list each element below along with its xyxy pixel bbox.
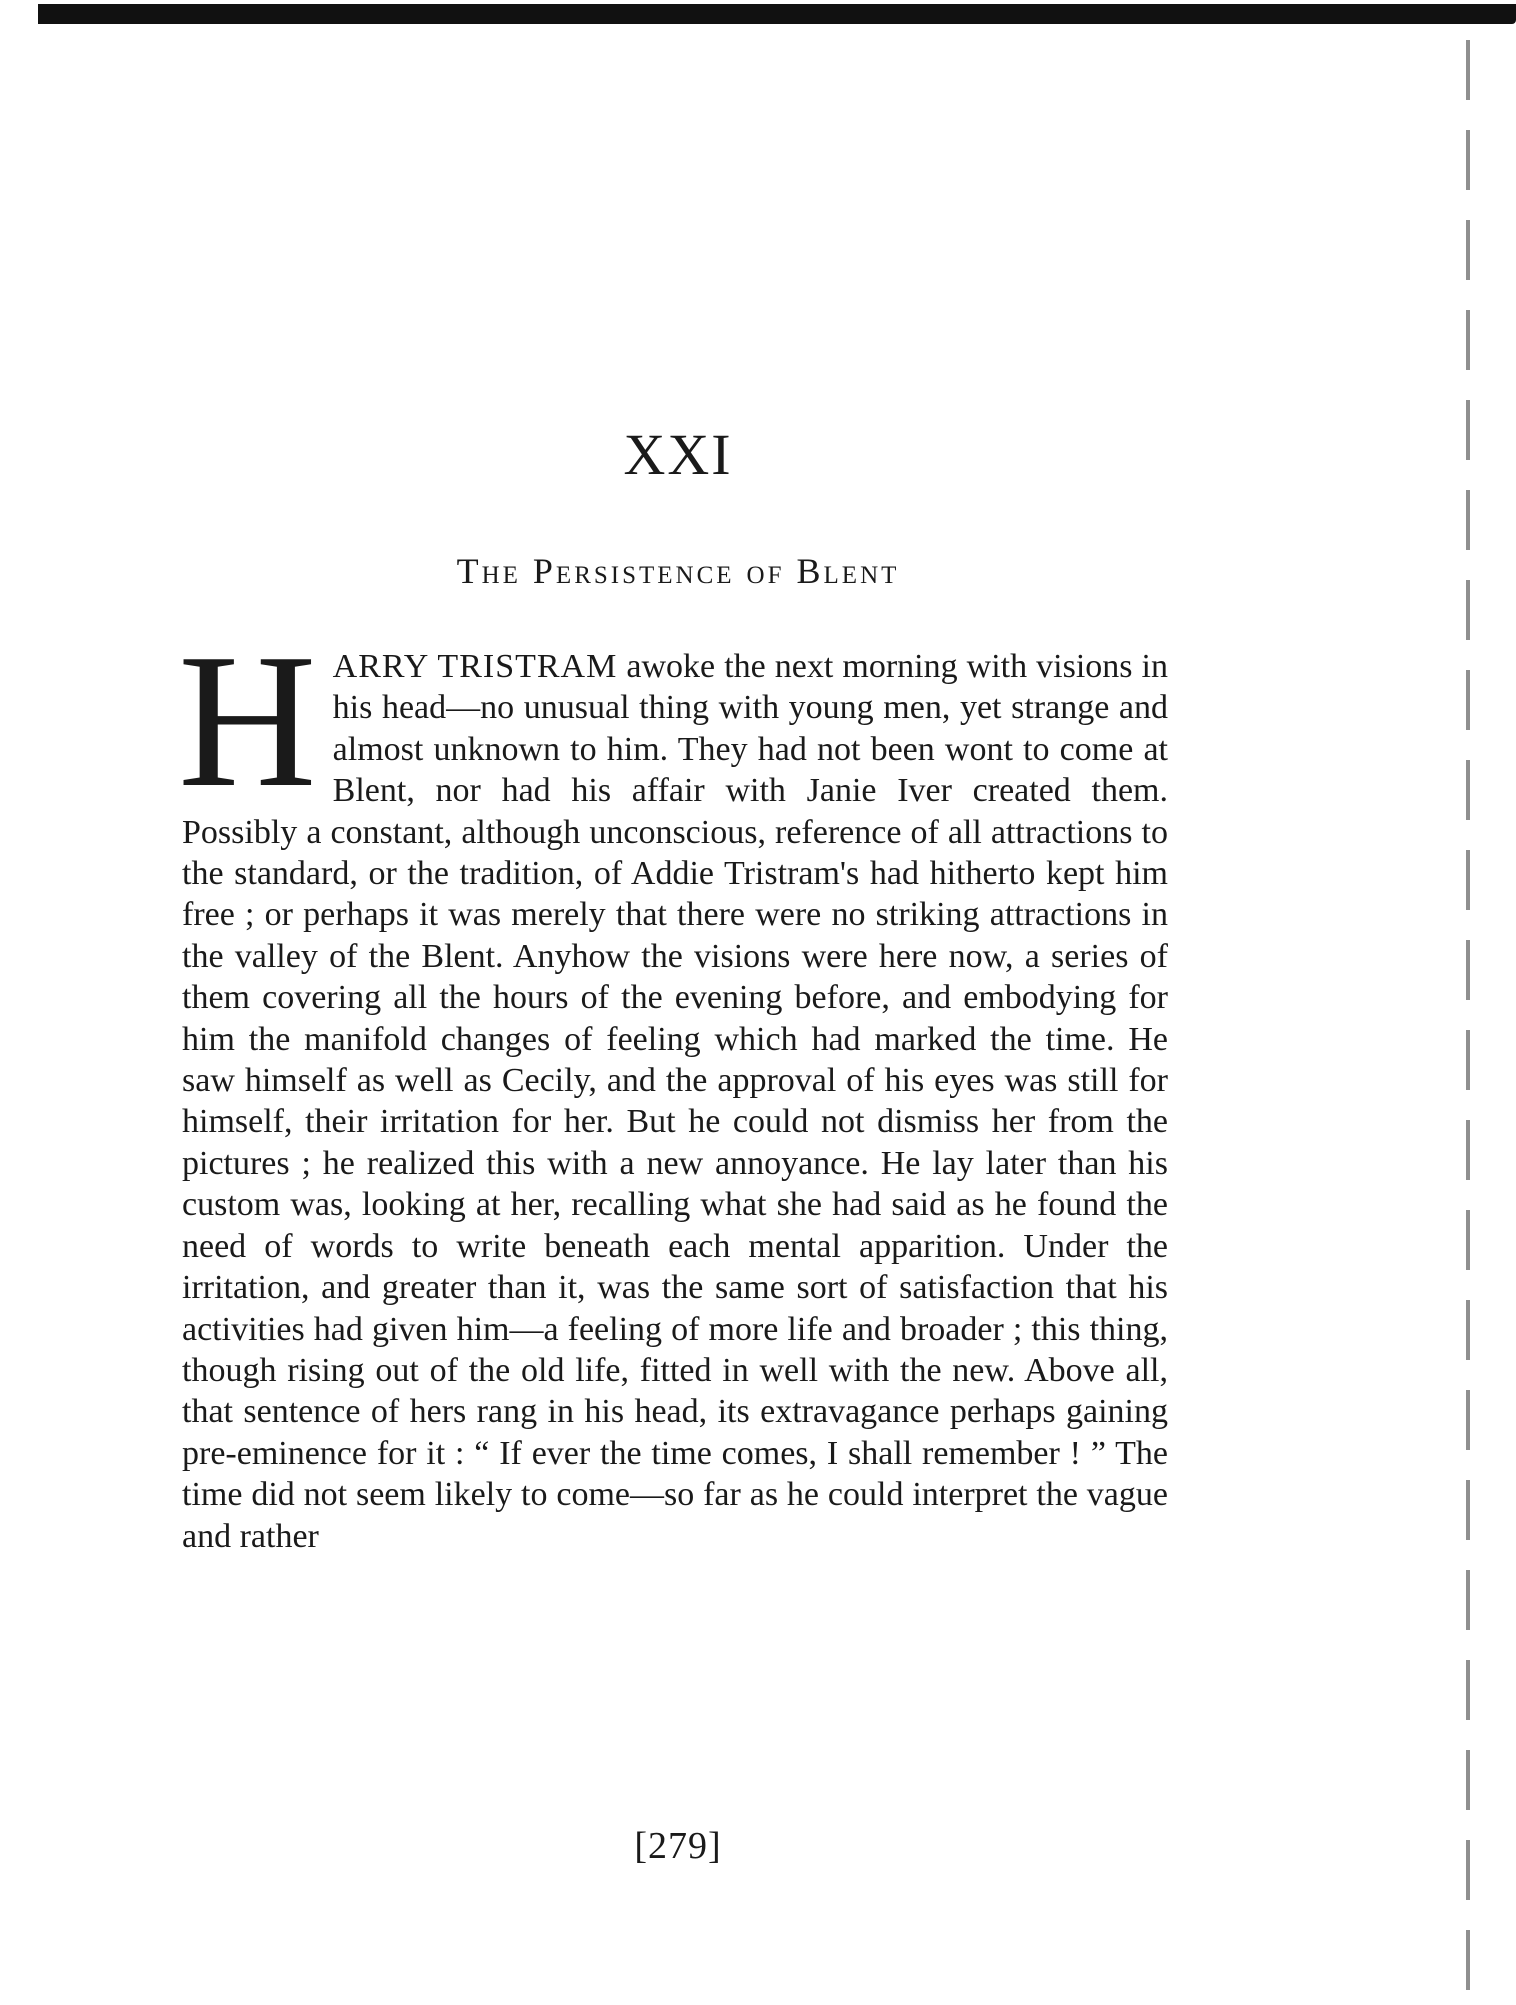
lead-caps: ARRY TRISTRAM <box>332 648 618 685</box>
paragraph-text: awoke the next morning with visions in his head—no unusual thing with young men, yet strange and almost unknown to him. They had not been wont to come at Blent, nor had his affair with Janie Iver created them. Possibly a constant, although unconscious, reference of all attractions to the standard, or the tradition, of Addie Tristram's had hitherto kept him free ; or perhaps it was merely that there were no striking attractions in the valley of the Blent. Anyhow the visions were here now, a series of them covering all the hours of the evening before, and embodying for him the manifold changes of feeling which had marked the time. He saw himself as well as Cecily, and the approval of his eyes was still for himself, their irritation for her. But he could not dismiss her from the pictures ; he realized this with a new annoyance. He lay later than his custom was, looking at her, recalling what she had said as he found the need of words to write beneath each mental apparition. Under the irritation, and greater than it, was the same sort of satisfaction that his activities had given him—a feeling of more life and broader ; this thing, though rising out of the old life, fitted in well with the new. Above all, that sentence of hers rang in his head, its extravagance perhaps gaining pre-eminence for it : “ If ever the time comes, I shall remember ! ” The time did not seem likely to come—so far as he could interpret the vague and rather <box>182 648 1168 1555</box>
page-top-rule <box>38 4 1516 24</box>
chapter-body-paragraph <box>178 614 1168 1557</box>
chapter-number: XXI <box>623 422 733 487</box>
page-binding-edge <box>1466 40 1470 2000</box>
drop-cap: H <box>178 614 317 827</box>
chapter-title: The Persistence of Blent <box>456 551 900 591</box>
page-number: [279] <box>634 1825 722 1867</box>
